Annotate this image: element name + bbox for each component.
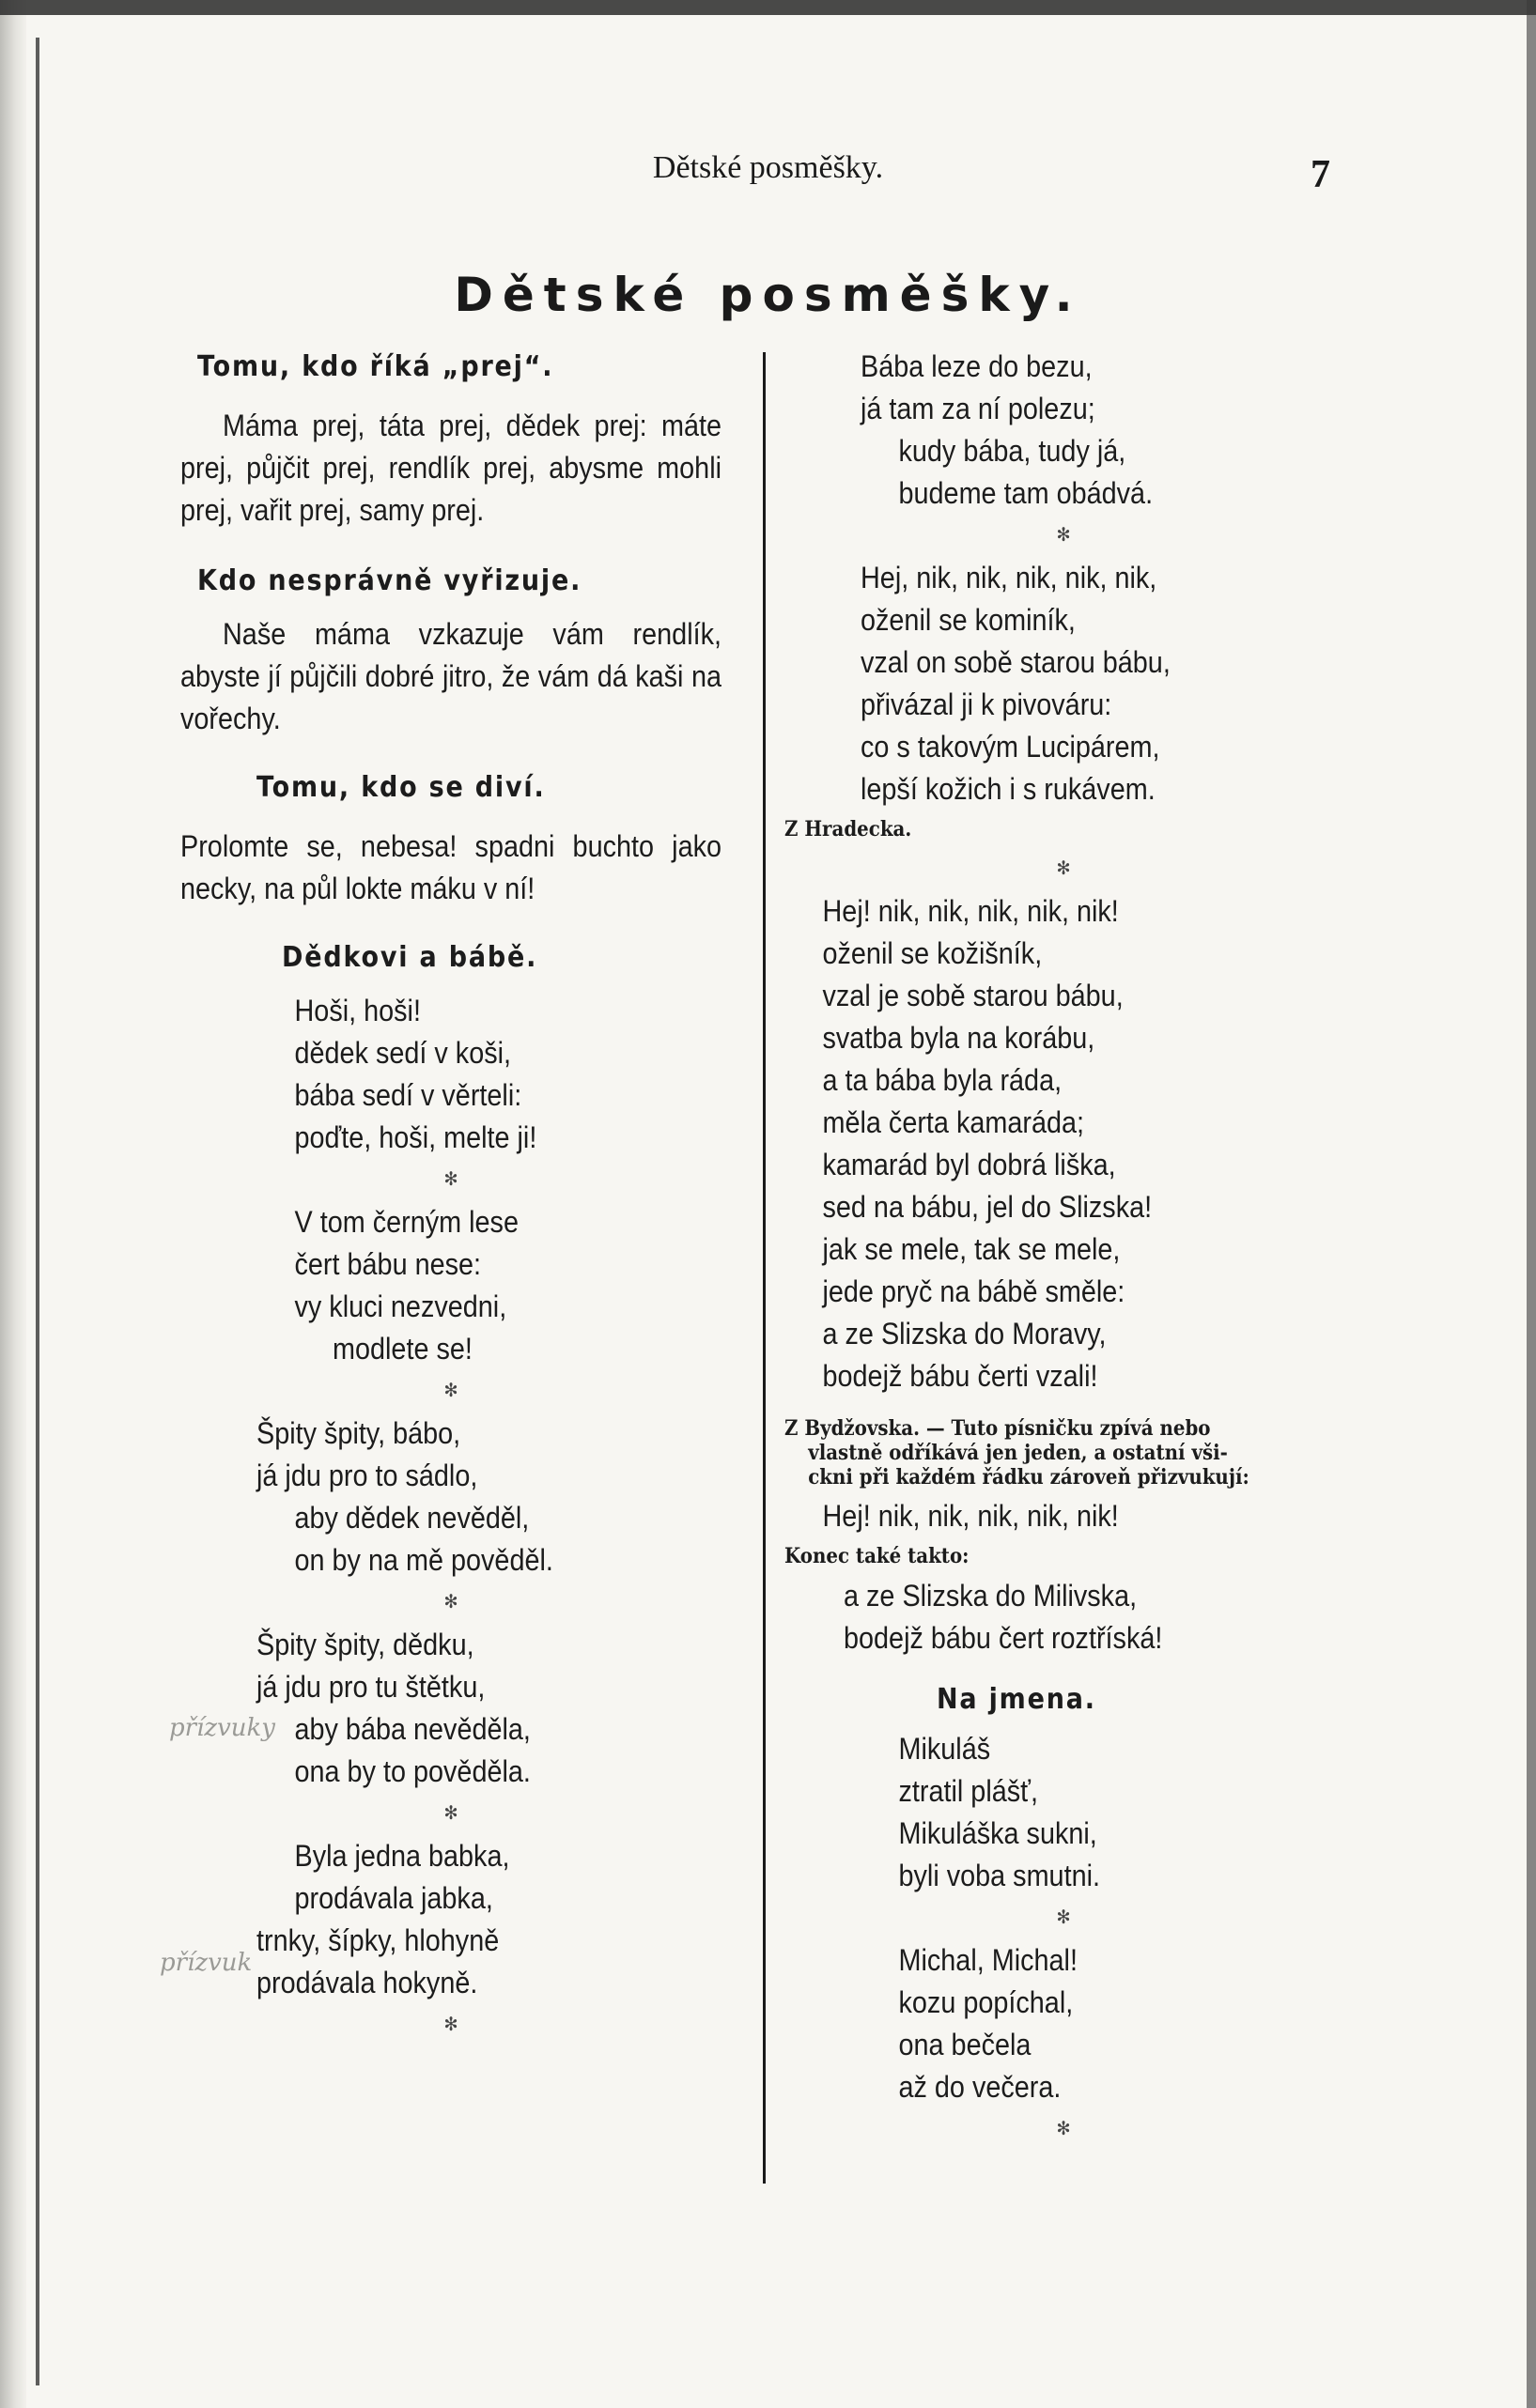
column-divider [763, 352, 766, 2184]
spine-edge-line [36, 38, 39, 2385]
poem-stanza [256, 1835, 721, 2004]
stanza-separator: ✻ [1056, 525, 1071, 546]
verse-line: a ze Slizska do Moravy, [822, 1317, 1107, 1351]
stanza-separator: ✻ [443, 1803, 458, 1824]
verse-line: vy kluci nezvedni, [294, 1289, 507, 1323]
stanza-separator: ✻ [1056, 858, 1071, 879]
poem-stanza [295, 990, 722, 1159]
poem-stanza [295, 1201, 722, 1370]
verse-line: Hej, nik, nik, nik, nik, nik, [861, 561, 1157, 594]
verse-line: Hoši, hoši! [294, 994, 421, 1027]
verse-line: Špity špity, bábo, [256, 1416, 461, 1450]
verse-line: bába sedí v věrteli: [294, 1078, 522, 1112]
verse-line: bodejž bábu čerti vzali! [822, 1359, 1098, 1393]
verse-line: svatba byla na korábu, [822, 1021, 1095, 1055]
section-heading: Na jmena. [937, 1683, 1096, 1716]
verse-line: on by na mě pověděl. [294, 1543, 553, 1577]
verse-line: Hej! nik, nik, nik, nik, nik! [822, 894, 1119, 928]
footnote-line: Z Bydžovska. — Tuto písničku zpívá nebo [784, 1416, 1211, 1441]
verse-line: dědek sedí v koši, [294, 1036, 512, 1070]
verse-line: kozu popíchal, [898, 1985, 1074, 2019]
verse-line: Špity špity, dědku, [256, 1628, 474, 1661]
poem-stanza [861, 346, 1342, 515]
verse-line: Mikuláška sukni, [898, 1816, 1097, 1850]
verse-line: sed na bábu, jel do Slizska! [822, 1190, 1153, 1224]
pencil-marginalia: přízvuky [169, 1714, 275, 1742]
stanza-separator: ✻ [1056, 1907, 1071, 1928]
poem-stanza [899, 1939, 1343, 2108]
poem-stanza [823, 890, 1343, 1397]
verse-line: aby bába nevěděla, [294, 1712, 531, 1746]
verse-line: přivázal ji k pivováru: [861, 687, 1112, 721]
stanza-separator: ✻ [443, 1381, 458, 1401]
poem-stanza [844, 1575, 1342, 1659]
page-spine-shadow [0, 0, 26, 2408]
verse-line: budeme tam obádvá. [898, 476, 1154, 510]
verse-line: trnky, šípky, hlohyně [256, 1923, 500, 1957]
poem-stanza [861, 557, 1342, 810]
verse-line: ona by to pověděla. [294, 1754, 531, 1788]
verse-line: ona bečela [898, 2028, 1032, 2061]
verse-line: já jdu pro to sádlo, [256, 1459, 478, 1492]
verse-line: poďte, hoši, melte ji! [294, 1120, 537, 1154]
verse-line: Mikuláš [898, 1732, 991, 1766]
verse-line: Bába leze do bezu, [861, 349, 1093, 383]
section-heading: Tomu, kdo říká „prej“. [197, 350, 554, 383]
verse-line: až do večera. [898, 2070, 1062, 2104]
section-text: Prolomte se, nebesa! spadni buchto jako necky, na půl lokte máku v ní! [180, 829, 721, 905]
section-text: Máma prej, táta prej, dědek prej: máte prej, půjčit prej, rendlík prej, abysme mohli prej, vařit prej, samy prej. [180, 409, 721, 527]
verse-line: byli voba smutni. [898, 1859, 1100, 1892]
poem-stanza [256, 1412, 721, 1582]
verse-line: čert bábu nese: [294, 1247, 482, 1281]
verse-line: Byla jedna babka, [294, 1839, 510, 1873]
verse-line: lepší kožich i s rukávem. [861, 772, 1156, 806]
page-title: Dětské posměšky. [454, 268, 1082, 322]
verse-line: jede pryč na bábě směle: [822, 1274, 1125, 1308]
verse-line: bodejž bábu čert roztříská! [844, 1621, 1163, 1655]
verse-line: vzal on sobě starou bábu, [861, 645, 1171, 679]
verse-line: Michal, Michal! [898, 1943, 1078, 1977]
verse-line: aby dědek nevěděl, [294, 1501, 530, 1535]
right-scan-edge [1527, 0, 1536, 2408]
stanza-separator: ✻ [443, 1592, 458, 1613]
stanza-separator: ✻ [443, 1169, 458, 1190]
section-text: Naše máma vzkazuje vám rendlík, abyste jí půjčili dobré jitro, že vám dá kaši na vořechy. [180, 617, 721, 735]
verse-line: vzal je sobě starou bábu, [822, 979, 1124, 1012]
source-note: Konec také takto: [784, 1544, 970, 1568]
section-heading: Kdo nesprávně vyřizuje. [197, 564, 582, 597]
verse-line: já jdu pro tu štětku, [256, 1670, 486, 1704]
verse-line: a ta bába byla ráda, [822, 1063, 1063, 1097]
section-heading: Dědkovi a bábě. [282, 941, 538, 974]
verse-line: prodávala hokyně. [256, 1966, 478, 1999]
stanza-separator: ✻ [1056, 2119, 1071, 2139]
verse-line: V tom černým lese [294, 1205, 519, 1239]
source-note: Z Hradecka. [784, 817, 912, 841]
verse-line: modlete se! [333, 1332, 473, 1366]
footnote-line: vlastně odříkává jen jeden, a ostatní vši- [808, 1441, 1228, 1465]
verse-line: co s takovým Lucipárem, [861, 730, 1160, 764]
verse-line: oženil se kominík, [861, 603, 1076, 637]
poem-stanza [256, 1624, 721, 1793]
running-head: Dětské posměšky. [652, 150, 884, 185]
verse-line: měla čerta kamaráda; [822, 1105, 1085, 1139]
section-heading: Tomu, kdo se diví. [256, 771, 546, 804]
page-number: 7 [1311, 153, 1330, 196]
right-column [784, 346, 1342, 2151]
verse-line: jak se mele, tak se mele, [822, 1232, 1121, 1266]
verse-line: a ze Slizska do Milivska, [844, 1579, 1138, 1613]
refrain-line: Hej! nik, nik, nik, nik, nik! [822, 1499, 1119, 1533]
top-scan-edge [0, 0, 1536, 15]
left-column [180, 346, 721, 2046]
verse-line: ztratil plášť, [898, 1774, 1038, 1808]
pencil-marginalia: přízvuk [160, 1949, 253, 1977]
verse-line: prodávala jabka, [294, 1881, 493, 1915]
verse-line: oženil se kožišník, [822, 936, 1043, 970]
verse-line: kudy bába, tudy já, [898, 434, 1126, 468]
verse-line: já tam za ní polezu; [861, 392, 1095, 425]
footnote [784, 1416, 1342, 1490]
footnote-line: ckni při každém řádku zároveň přizvukují: [808, 1465, 1249, 1490]
verse-line: kamarád byl dobrá liška, [822, 1148, 1116, 1181]
poem-stanza [899, 1728, 1343, 1897]
stanza-separator: ✻ [443, 2014, 458, 2035]
